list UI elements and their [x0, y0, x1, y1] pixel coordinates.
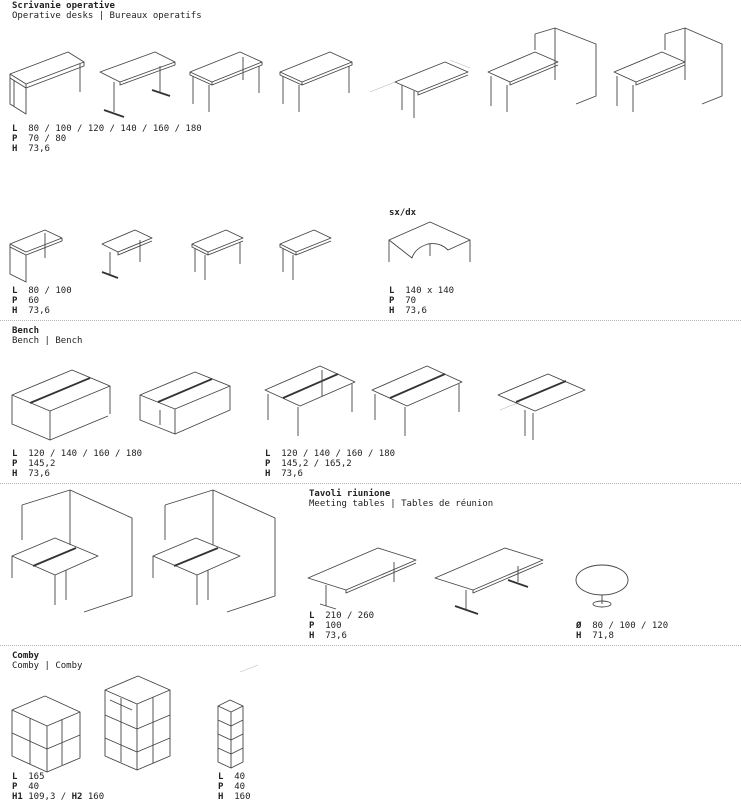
- dim-key: P: [12, 296, 18, 306]
- dim-key: L: [218, 772, 224, 782]
- section-title-scrivanie: Scrivanie operative: [12, 1, 115, 11]
- dim-value: 160: [234, 792, 251, 802]
- dim-key: H: [389, 306, 395, 316]
- round-table-illustration: [576, 565, 628, 607]
- desk-extension-illustration: [370, 60, 470, 118]
- dim-key: L: [12, 286, 18, 296]
- section-subtitle-tavoli: Meeting tables | Tables de réunion: [309, 499, 494, 509]
- bench-panel-illustration: [12, 370, 110, 440]
- dim-value: 73,6: [28, 469, 50, 479]
- dim-value: 165: [28, 772, 45, 782]
- comby-high-illustration: [105, 676, 170, 770]
- dim-key: L: [12, 449, 18, 459]
- small-desk-t-leg-illustration: [102, 230, 152, 278]
- dim-value: 70: [405, 296, 417, 306]
- bench-extension-illustration: [498, 374, 585, 440]
- desk-t-leg-illustration: [100, 52, 175, 117]
- dim-key: P: [12, 134, 18, 144]
- desk-panel-leg-illustration: [10, 52, 84, 114]
- dim-value: 60: [28, 296, 40, 306]
- desk-with-cabinet-illustration: [614, 28, 722, 112]
- dim-value: 40: [234, 782, 246, 792]
- meeting-table-t-leg-illustration: [435, 548, 543, 614]
- dim-key: H: [218, 792, 224, 802]
- dimensions-comby-1: L 165 P 40 H1 109,3 / H2 160: [12, 772, 105, 802]
- dim-value: 160: [87, 792, 105, 802]
- dim-key: L: [389, 286, 395, 296]
- dim-key: P: [265, 459, 271, 469]
- dim-value: 145,2 / 165,2: [281, 459, 352, 469]
- dim-value: 71,8: [592, 631, 614, 641]
- small-desk-illustration: [10, 230, 62, 282]
- dim-key: P: [218, 782, 224, 792]
- dim-key: H1: [12, 792, 23, 802]
- dim-key: H: [12, 144, 18, 154]
- dim-key: H: [309, 631, 315, 641]
- dim-value: 140 x 140: [405, 286, 455, 296]
- dim-value: 120 / 140 / 160 / 180: [28, 449, 143, 459]
- small-desk-four-leg-illustration: [280, 230, 331, 280]
- comby-column-illustration: [218, 665, 258, 768]
- dim-value: 210 / 260: [325, 611, 375, 621]
- dim-key: Ø: [576, 621, 582, 631]
- section-subtitle-scrivanie: Operative desks | Bureaux operatifs: [12, 11, 202, 21]
- desk-four-leg-illustration: [280, 52, 352, 112]
- bench-four-leg-illustration: [372, 366, 462, 436]
- dim-key: L: [265, 449, 271, 459]
- section-title-bench: Bench: [12, 326, 40, 336]
- dim-value: 80 / 100: [28, 286, 72, 296]
- section-subtitle-bench: Bench | Bench: [12, 336, 83, 346]
- dim-value: 109,3: [28, 792, 56, 802]
- dim-key: H: [12, 469, 18, 479]
- dim-key: H: [12, 306, 18, 316]
- section-subtitle-comby: Comby | Comby: [12, 661, 83, 671]
- desk-four-leg-illustration: [190, 52, 262, 112]
- dim-key: L: [12, 124, 18, 134]
- dim-value: 40: [28, 782, 40, 792]
- dim-value: 80 / 100 / 120: [592, 621, 669, 631]
- dim-value: 70 / 80: [28, 134, 67, 144]
- comby-low-illustration: [12, 696, 80, 772]
- dim-key: H: [576, 631, 582, 641]
- dim-value: 73,6: [405, 306, 427, 316]
- dim-value: 100: [325, 621, 342, 631]
- dim-key: H: [265, 469, 271, 479]
- dim-value: 73,6: [28, 306, 50, 316]
- dim-key: P: [389, 296, 395, 306]
- dim-key: H2: [71, 792, 83, 802]
- dim-value: 40: [234, 772, 246, 782]
- section-title-comby: Comby: [12, 651, 40, 661]
- dim-value: 145,2: [28, 459, 56, 469]
- dim-key: L: [309, 611, 315, 621]
- dim-key: P: [12, 782, 18, 792]
- dim-value: 73,6: [325, 631, 347, 641]
- bench-four-leg-illustration: [265, 366, 355, 436]
- small-desk-four-leg-illustration: [192, 230, 243, 280]
- dim-value: 120 / 140 / 160 / 180: [281, 449, 396, 459]
- corner-desk-illustration: [389, 222, 470, 262]
- bench-with-walls-illustration: [12, 490, 132, 612]
- variant-label: sx/dx: [389, 208, 417, 218]
- dim-key: L: [12, 772, 18, 782]
- desk-with-cabinet-illustration: [488, 28, 596, 112]
- section-title-tavoli: Tavoli riunione: [309, 489, 391, 499]
- dim-value: 73,6: [281, 469, 303, 479]
- bench-with-walls-illustration: [153, 490, 275, 612]
- dim-value: 73,6: [28, 144, 50, 154]
- dim-key: P: [12, 459, 18, 469]
- dim-value: 80 / 100 / 120 / 140 / 160 / 180: [28, 124, 202, 134]
- dim-key: P: [309, 621, 315, 631]
- bench-t-leg-illustration: [140, 372, 230, 434]
- meeting-table-illustration: [308, 548, 416, 609]
